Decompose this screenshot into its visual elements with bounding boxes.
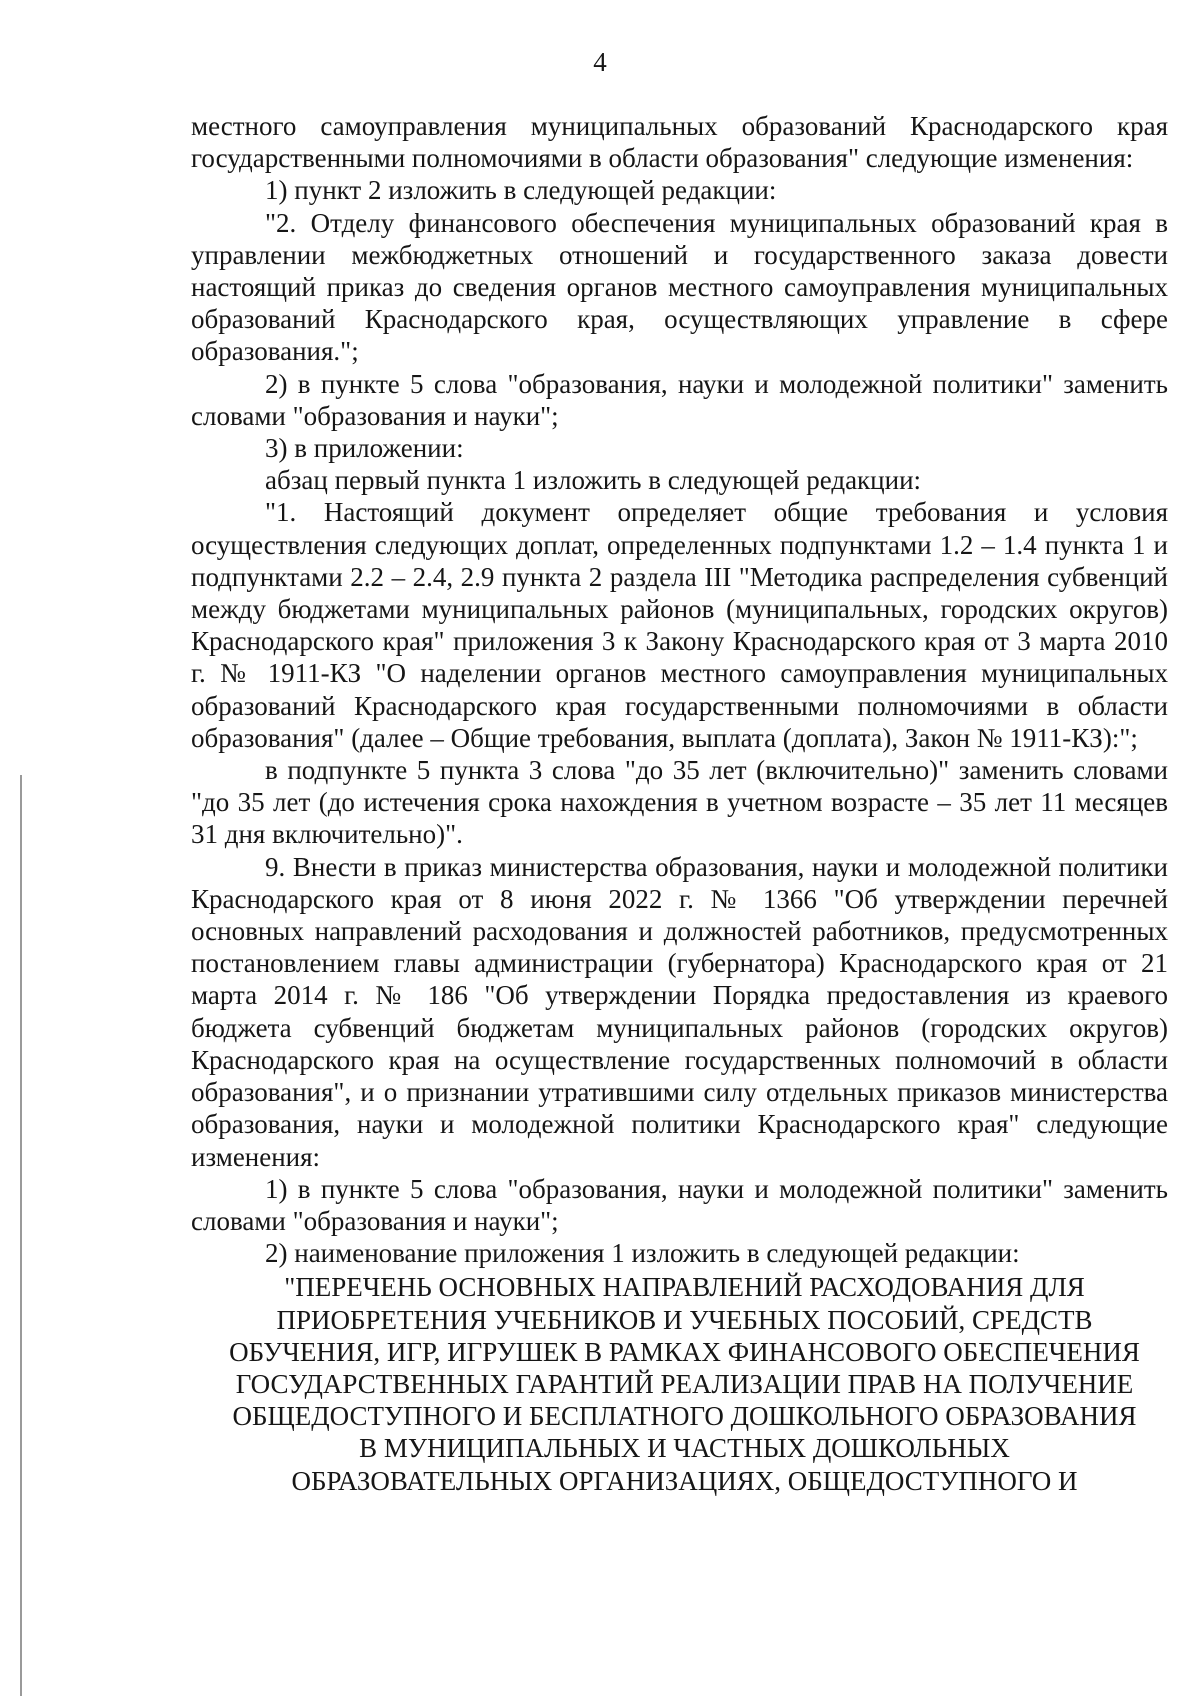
appendix-title — [191, 1271, 1168, 1496]
appendix-title-line: ОБУЧЕНИЯ, ИГР, ИГРУШЕК В РАМКАХ ФИНАНСОВОГО ОБЕСПЕЧЕНИЯ — [229, 1336, 1140, 1367]
appendix-title-line: В МУНИЦИПАЛЬНЫХ И ЧАСТНЫХ ДОШКОЛЬНЫХ — [359, 1433, 1010, 1464]
paragraph: 1) в пункте 5 слова "образования, науки и молодежной политики" заменить словами "образования и науки"; — [191, 1173, 1168, 1236]
paragraph: абзац первый пункта 1 изложить в следующей редакции: — [265, 465, 922, 496]
scan-edge-line — [20, 775, 22, 1696]
page-number: 4 — [593, 47, 607, 77]
appendix-title-line: "ПЕРЕЧЕНЬ ОСНОВНЫХ НАПРАВЛЕНИЙ РАСХОДОВАНИЯ ДЛЯ — [284, 1272, 1085, 1303]
appendix-title-line: ОБРАЗОВАТЕЛЬНЫХ ОРГАНИЗАЦИЯХ, ОБЩЕДОСТУПНОГО И — [291, 1465, 1078, 1496]
paragraph: местного самоуправления муниципальных образований Краснодарского края государственными полномочиями в области образования" следующие изменения: — [191, 111, 1168, 174]
appendix-title-line: ГОСУДАРСТВЕННЫХ ГАРАНТИЙ РЕАЛИЗАЦИИ ПРАВ НА ПОЛУЧЕНИЕ — [235, 1368, 1134, 1399]
paragraph: 2) в пункте 5 слова "образования, науки и молодежной политики" заменить словами "образования и науки"; — [191, 368, 1168, 431]
appendix-title-line: ОБЩЕДОСТУПНОГО И БЕСПЛАТНОГО ДОШКОЛЬНОГО ОБРАЗОВАНИЯ — [232, 1401, 1137, 1432]
paragraph: в подпункте 5 пункта 3 слова "до 35 лет (включительно)" заменить словами "до 35 лет (до истечения срока нахождения в учетном возрасте – 35 лет 11 месяцев 31 дня включительно)". — [191, 755, 1168, 850]
document-body — [191, 110, 1168, 1497]
paragraph: "1. Настоящий документ определяет общие требования и условия осуществления следующих доплат, определенных подпунктами 1.2 – 1.4 пункта 1 и подпунктами 2.2 – 2.4, 2.9 пункта 2 раздела III "Методика распределения субвенций между бюджетами муниципальных районов (муниципальных, городских округов) Краснодарского края" приложения 3 к Закону Краснодарского края от 3 марта 2010 г. № 1911-КЗ "О наделении органов местного самоуправления муниципальных образований Краснодарского края государственными полномочиями в области образования" (далее – Общие требования, выплата (доплата), Закон № 1911-КЗ):"; — [191, 497, 1168, 753]
appendix-title-line: ПРИОБРЕТЕНИЯ УЧЕБНИКОВ И УЧЕБНЫХ ПОСОБИЙ, СРЕДСТВ — [276, 1304, 1093, 1335]
paragraph: 3) в приложении: — [265, 433, 464, 464]
paragraph: 9. Внести в приказ министерства образования, науки и молодежной политики Краснодарского края от 8 июня 2022 г. № 1366 "Об утверждении перечней основных направлений расходования и должностей работников, предусмотренных постановлением главы администрации (губернатора) Краснодарского края от 21 марта 2014 г. № 186 "Об утверждении Порядка предоставления из краевого бюджета субвенций бюджетам муниципальных районов (городских округов) Краснодарского края на осуществление государственных полномочий в области образования", и о признании утратившими силу отдельных приказов министерства образования, науки и молодежной политики Краснодарского края" следующие изменения: — [191, 851, 1168, 1172]
paragraph: "2. Отделу финансового обеспечения муниципальных образований края в управлении межбюджетных отношений и государственного заказа довести настоящий приказ до сведения органов местного самоуправления муниципальных образований Краснодарского края, осуществляющих управление в сфере образования."; — [191, 207, 1168, 367]
paragraph: 2) наименование приложения 1 изложить в следующей редакции: — [265, 1238, 1020, 1269]
paragraph: 1) пункт 2 изложить в следующей редакции: — [265, 175, 777, 206]
